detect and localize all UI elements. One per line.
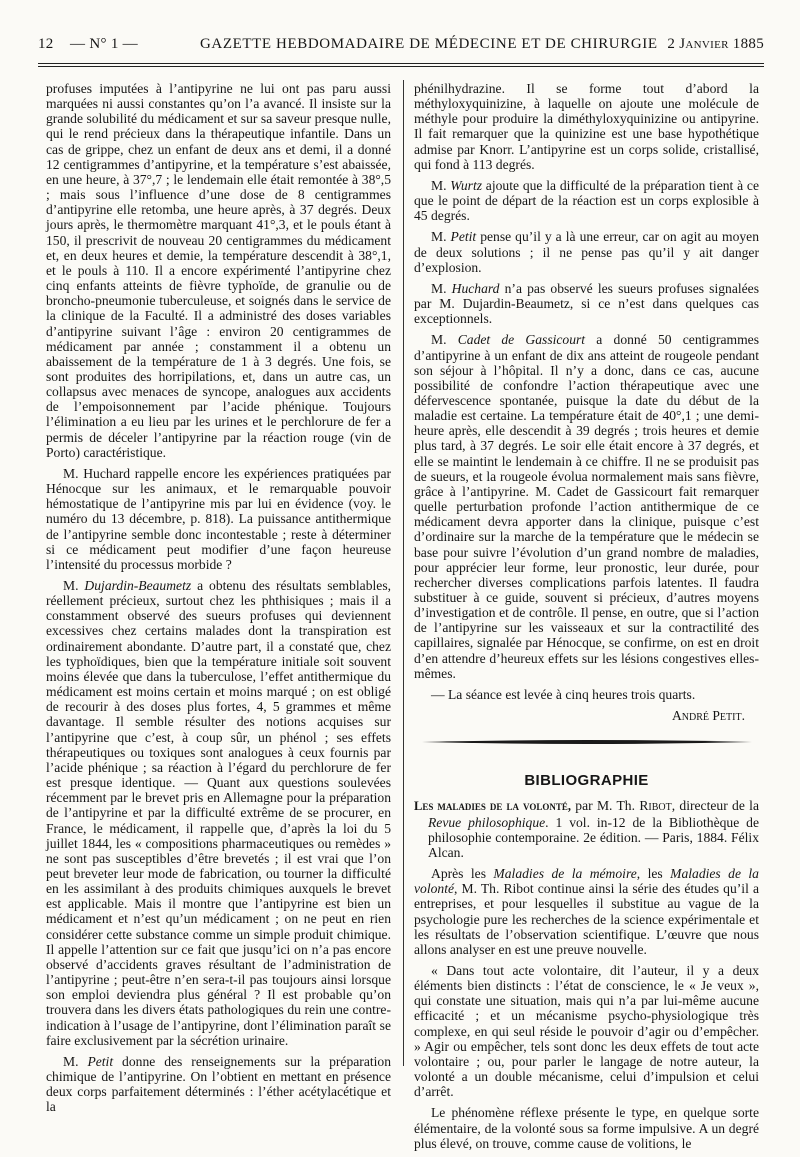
issue-date: 2 Janvier 1885 [667, 36, 764, 52]
speaker-name: Petit [450, 229, 477, 245]
paragraph: profuses imputées à l’antipyrine ne lui ont pas paru aussi marquées ni aussi constantes qu’on l’a avancé. Il insiste sur la grande solubilité du médicament et sur sa saveur presque nulle, qui le rend précieux dans la thérapeutique infantile. Dans un cas de grippe, chez un enfant de deux ans et demi, il a donné 12 centigrammes d’antipyrine, et la température s’est abaissée, en une heure, à 37°,7 ; le lendemain elle était remontée à 38°,5 ; mais sous l’influence d’une dose de 8 centigrammes d’antipyrine elle retomba, une heure après, à 37 degrés. Deux jours après, le thermomètre marquant 41°,3, et le pouls étant à 150, il prescrivit de nouveau 20 centigrammes du médicament et, en deux heures et demie, la température descendit à 38°,1, et le pouls à 110. Il a encore expérimenté l’antipyrine chez cinq enfants atteints de fièvre typhoïde, de granulie ou de broncho-pneumonie tuberculeuse, et soignés dans le service de la clinique de la Faculté. Il a administré des doses variables d’antipyrine suivant l’âge : environ 20 centigrammes de médicament par année ; constamment il a obtenu un abaissement de la température de 1 à 3 degrés. Une fois, se sont produites des horripilations, et, dans un autre cas, un collapsus avec menaces de syncope, analogues aux accidents de l’empoisonnement par l’acide phénique. Toujours l’élimination a eu lieu par les urines et le perchlorure de fer a permis de déceler l’antipyrine par la réaction rouge (vin de Porto) caractéristique. [46, 81, 391, 460]
bibliography-entry: Les maladies de la volonté, par M. Th. Ribot, directeur de la Revue philosophique. 1 vol. in-12 de la Bibliothèque de philosophie contemporaine. 2e édition. — Paris, 1884. Félix Alcan. [414, 798, 759, 860]
journal-name: Revue philosophique [428, 814, 546, 830]
author-signature: André Petit. [671, 708, 745, 724]
speaker-name: Wurtz [450, 177, 483, 193]
paragraph: M. Cadet de Gassicourt a donné 50 centigrammes d’antipyrine à un enfant de dix ans atteint de rougeole pendant son séjour à l’hôpital. Il n’y a donc, dans ce cas, aucune possibilité de confondre l’action thérapeutique avec une défervescence spontanée, puisque la date du début de la maladie est certaine. La température était de 40°,1 ; une demi-heure après, elle descendit à 39 degrés ; trois heures et demie plus tard, à 37 degrés. Le soir elle était encore à 37 degrés, et elle se maintint le lendemain à ce chiffre. Il ne se produisit pas de sueurs, et la rougeole évolua normalement mais sans fièvre, grâce à l’antipyrine. M. Cadet de Gassicourt fait remarquer quelle perturbation profonde l’action antithermique de ce médicament devra apporter dans la clinique, puisque c’est d’ordinaire sur la marche de la température que le médecin se base pour suivre l’évolution d’un grand nombre de maladies, pour apprécier leur forme, leur pronostic, leur durée, pour rechercher diverses complications parfois latentes. Il faudra substituer à ce guide, souvent si précieux, d’autres moyens d’investigation et de contrôle. Il pense, en outre, que si l’action de l’antipyrine sur les vaisseaux et sur la contractilité des capillaires, signalée par Hénocque, se confirme, on est en droit d’en attendre d’heureux effets sur les lésions congestives elles-mêmes. [414, 332, 760, 681]
speaker-name: Petit [87, 1053, 114, 1069]
session-closing: — La séance est levée à cinq heures trois quarts. [431, 686, 696, 702]
header-rule-thin [38, 66, 764, 67]
paragraph: « Dans tout acte volontaire, dit l’auteur, il y a deux éléments bien distincts : l’état de conscience, le « Je veux », qui constate une situation, mais qui n’a par lui-même aucune efficacité ; et un mécanisme psycho-physiologique très complexe, en qui seul réside le pouvoir d’agir ou d’empêcher. » Agir ou empêcher, tels sont donc les deux effets de tout acte volontaire ; ou, pour parler le langage de notre auteur, la volonté a un double mécanisme, celui d’impulsion et celui d’arrêt. [414, 962, 759, 1100]
paragraph: M. Wurtz ajoute que la difficulté de la préparation tient à ce que le point de départ de la réaction est un corps explosible à 45 degrés. [414, 177, 759, 224]
ornamental-rule [422, 737, 752, 747]
issue-number: — N° 1 — [70, 36, 138, 52]
page-number: 12 [38, 36, 54, 52]
paragraph: phénilhydrazine. Il se forme tout d’abord la méthyloxyquinizine, à laquelle on ajoute une molécule de méthyle pour produire la diméthyloxyquinizine ou antipyrine. Il fait remarquer que la quinizine est une base hypothétique admise par Knorr. L’antipyrine est un corps solide, cristallisé, qui fond à 113 degrés. [414, 81, 759, 172]
left-column [46, 81, 391, 1120]
speaker-name: Cadet de Gassicourt [457, 332, 586, 348]
section-heading: BIBLIOGRAPHIE [524, 772, 649, 790]
speaker-name: Huchard [451, 280, 500, 296]
book-author: Ribot [639, 798, 672, 814]
paragraph: M. Petit donne des renseignements sur la préparation chimique de l’antipyrine. On l’obtient en mettant en présence deux corps parfaitement déterminés : l’éther acétylacétique et la [46, 1053, 391, 1115]
page-header [38, 36, 764, 62]
paragraph: Le phénomène réflexe présente le type, en quelque sorte élémentaire, de la volonté sous sa forme impulsive. A un degré plus élevé, on trouve, comme cause de volitions, le [414, 1105, 759, 1151]
paragraph: Après les Maladies de la mémoire, les Maladies de la volonté, M. Th. Ribot continue ainsi la série des études qu’il a entreprises, et pour lesquelles il substitue au vague de la psychologie pure les recherches de la science expérimentale et les résultats de l’observation scientifique. L’œuvre que nous allons analyser en est une preuve nouvelle. [414, 866, 759, 957]
right-column [414, 81, 759, 1157]
speaker-name: M. Huchard [63, 465, 131, 481]
paragraph: M. Huchard rappelle encore les expériences pratiquées par Hénocque sur les animaux, et le remarquable pouvoir hémostatique de l’antipyrine mis par lui en évidence (voy. le numéro du 13 décembre, p. 818). La puissance antithermique de l’antipyrine semble donc incontestable ; reste à déterminer si ce médicament peut modifier d’une façon heureuse l’intensité du processus morbide ? [46, 465, 392, 572]
speaker-name: Dujardin-Beaumetz [84, 578, 192, 593]
book-title: Les maladies de la volonté, [414, 799, 571, 814]
paragraph: M. Petit pense qu’il y a là une erreur, car on agit au moyen de deux solutions ; il ne pense pas qu’il y ait danger d’explosion. [414, 229, 760, 275]
paragraph: M. Huchard n’a pas observé les sueurs profuses signalées par M. Dujardin-Beaumetz, si ce n’est dans quelques cas exceptionnels. [414, 280, 759, 327]
column-divider [403, 80, 404, 1066]
paragraph: M. Dujardin-Beaumetz a obtenu des résultats semblables, réellement précieux, surtout chez les phthisiques ; mais il a constamment observé des sueurs profuses qui deviennent excessives chez certains malades dont la transpiration est ordinairement abondante. D’autre part, il a constaté que, chez les typhoïdiques, bien que la température initiale soit souvent moins élevée que dans la tuberculose, l’effet antithermique du médicament est moins certain et moins marqué ; on est obligé de recourir à des doses plus fortes, 4, 5 grammes et même davantage. Il semble résulter des notions acquises sur l’antipyrine que c’est, à coup sûr, un phénol ; ses effets thérapeutiques ou toxiques sont analogues à ceux fournis par l’acide phénique ; sa réaction à l’égard du perchlorure de fer est presque identique. — Quant aux questions soulevées récemment par le brevet pris en Allemagne pour la préparation de l’antipyrine et par la difficulté extrême de se procurer, en France, le médicament, il rappelle que, d’après la loi du 5 juillet 1844, les « compositions pharmaceutiques ou remèdes » ne sont pas susceptibles d’être brevetés ; il est vrai que l’on peut breveter leur mode de fabrication, ou tourner la difficulté en les assimilant à des produits chimiques auxquels le brevet est applicable. Mais il montre que l’antipyrine est bien un médicament et n’est qu’un médicament ; on ne peut en rien considérer cette substance comme un simple produit chimique. Il appelle l’attention sur ce fait que jusqu’ici on n’a pas encore observé d’accidents graves résultant de l’administration de l’antipyrine ; peut-être n’en sera-t-il pas toujours ainsi lorsque son emploi deviendra plus général ? Il est probable qu’on trouvera dans les divers états pathologiques du rein une contre-indication à l’usage de l’antipyrine, dont l’élimination paraît se faire exclusivement par la sécrétion urinaire. [46, 578, 392, 1048]
header-rule [38, 63, 764, 64]
journal-title: GAZETTE HEBDOMADAIRE DE MÉDECINE ET DE CHIRURGIE [200, 36, 658, 52]
